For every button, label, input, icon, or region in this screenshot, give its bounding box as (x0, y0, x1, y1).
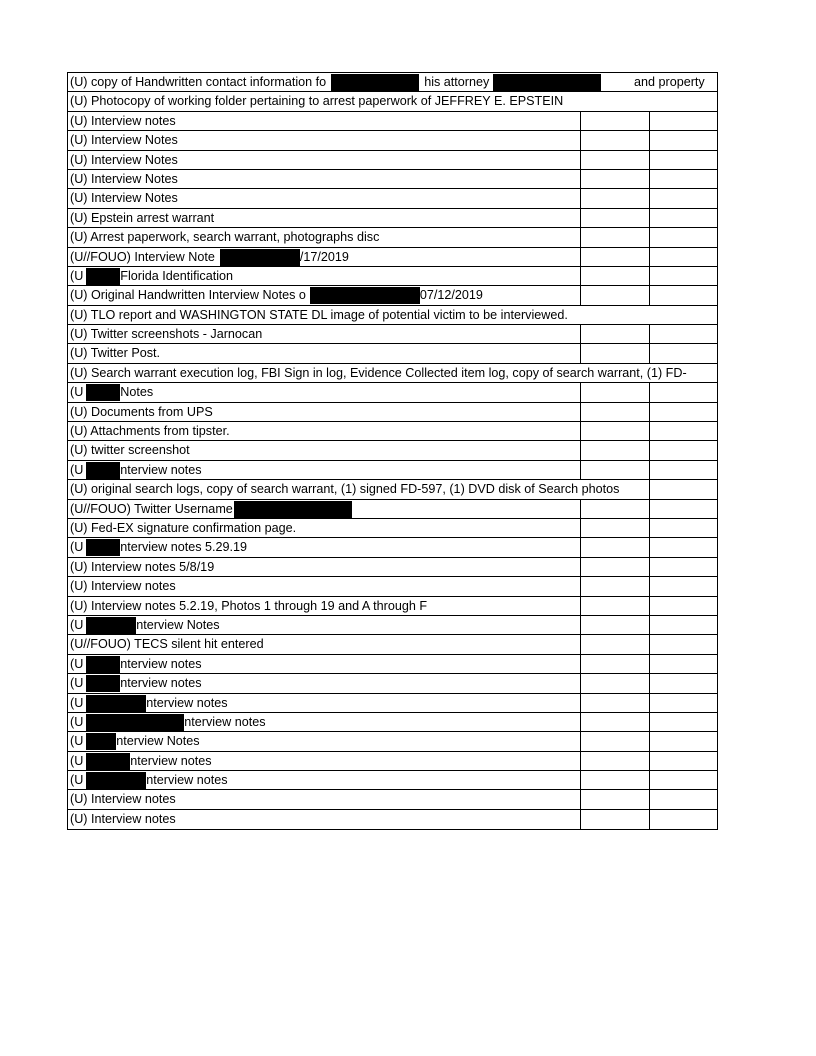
column-divider (649, 403, 650, 421)
column-divider (580, 500, 581, 518)
table-row (68, 267, 717, 286)
column-divider (580, 170, 581, 188)
table-row (68, 306, 717, 325)
row-text-part: (U//FOUO) Interview Note (70, 249, 215, 264)
row-text: (U) Interview Notes (70, 171, 178, 186)
row-text-part: nterview notes (146, 695, 228, 710)
row-text-part: (U//FOUO) Twitter Username (70, 501, 233, 516)
row-text: (U) Interview notes (70, 811, 176, 826)
redaction-block (86, 656, 120, 673)
row-text: (U) Interview Notes (70, 191, 178, 206)
row-text-part: (U (70, 268, 84, 283)
column-divider (649, 577, 650, 595)
table-row (68, 325, 717, 344)
row-text (70, 713, 266, 731)
row-text-part: Florida Identification (120, 268, 234, 283)
table-row (68, 500, 717, 519)
table-row (68, 771, 717, 790)
column-divider (649, 538, 650, 556)
row-text: (U) Epstein arrest warrant (70, 210, 215, 225)
column-divider (580, 713, 581, 731)
row-text-part: (U (70, 753, 84, 768)
column-divider (649, 519, 650, 537)
row-text (70, 286, 483, 304)
column-divider (580, 616, 581, 634)
table-row (68, 480, 717, 499)
column-divider (649, 383, 650, 401)
row-text (70, 771, 228, 789)
row-text-part: (U (70, 656, 84, 671)
row-text (70, 500, 352, 519)
column-divider (649, 752, 650, 770)
row-text-part: (U (70, 676, 84, 691)
redaction-block (220, 249, 300, 266)
column-divider (649, 267, 650, 285)
redaction-block (86, 714, 184, 731)
row-text-part: (U (70, 695, 84, 710)
table-row (68, 383, 717, 402)
row-text-part: nterview Notes (136, 617, 220, 632)
row-text-part: (U) copy of Handwritten contact information fo (70, 75, 327, 89)
column-divider (580, 674, 581, 692)
row-text (70, 248, 349, 266)
row-text-right: and property (634, 75, 705, 89)
column-divider (580, 189, 581, 207)
redaction-block (310, 287, 420, 304)
table-row (68, 441, 717, 460)
row-text: (U) Twitter Post. (70, 346, 161, 361)
column-divider (649, 500, 650, 518)
row-text (70, 538, 247, 556)
column-divider (580, 597, 581, 615)
row-text-part: nterview notes (146, 773, 228, 788)
column-divider (580, 267, 581, 285)
row-text-part: nterview notes 5.29.19 (120, 540, 248, 555)
row-text: (U) Arrest paperwork, search warrant, photographs disc (70, 230, 380, 245)
table-row (68, 655, 717, 674)
redaction-block (86, 268, 120, 285)
column-divider (580, 286, 581, 304)
row-text: (U) Interview notes 5/8/19 (70, 559, 215, 574)
evidence-table (67, 72, 718, 830)
column-divider (580, 519, 581, 537)
redaction-block (86, 753, 130, 770)
row-text-part: nterview notes (120, 676, 202, 691)
table-row (68, 73, 717, 92)
column-divider (649, 170, 650, 188)
row-text-part: (U) Original Handwritten Interview Notes o (70, 288, 306, 303)
table-row (68, 694, 717, 713)
column-divider (649, 441, 650, 459)
row-text-part: 07/12/2019 (419, 288, 483, 303)
column-divider (649, 286, 650, 304)
row-text-part: nterview notes (120, 656, 202, 671)
column-divider (649, 344, 650, 362)
row-text: (U) Interview notes (70, 792, 176, 807)
table-row (68, 170, 717, 189)
redaction-block (86, 617, 136, 634)
table-row (68, 422, 717, 441)
row-text (70, 73, 601, 91)
table-row (68, 364, 717, 383)
table-row (68, 131, 717, 150)
column-divider (580, 771, 581, 789)
table-row (68, 577, 717, 596)
column-divider (649, 558, 650, 576)
table-row (68, 713, 717, 732)
column-divider (580, 422, 581, 440)
column-divider (649, 131, 650, 149)
column-divider (580, 344, 581, 362)
column-divider (649, 422, 650, 440)
table-row (68, 344, 717, 363)
table-row (68, 616, 717, 635)
redaction-block (86, 772, 146, 789)
row-text-part: (U (70, 714, 84, 729)
row-text (70, 383, 153, 401)
column-divider (649, 461, 650, 479)
column-divider (649, 810, 650, 829)
column-divider (580, 383, 581, 401)
row-text: (U) Interview notes (70, 113, 176, 128)
column-divider (580, 151, 581, 169)
table-row (68, 228, 717, 247)
row-text (70, 752, 212, 770)
column-divider (649, 597, 650, 615)
row-text-part: nterview Notes (116, 734, 200, 749)
table-row (68, 248, 717, 267)
table-row (68, 286, 717, 305)
column-divider (580, 810, 581, 829)
row-text: (U) Documents from UPS (70, 404, 213, 419)
row-text (70, 267, 233, 285)
column-divider (649, 248, 650, 266)
table-row (68, 597, 717, 616)
table-row (68, 461, 717, 480)
row-text-part: his attorney (424, 75, 490, 89)
column-divider (580, 790, 581, 808)
column-divider (580, 577, 581, 595)
redaction-block (234, 501, 352, 519)
column-divider (580, 558, 581, 576)
table-row (68, 151, 717, 170)
column-divider (649, 635, 650, 653)
row-text-part: nterview notes (120, 462, 202, 477)
table-row (68, 732, 717, 751)
column-divider (580, 441, 581, 459)
row-text (70, 674, 202, 692)
row-text-part: (U (70, 617, 84, 632)
redaction-block (493, 74, 601, 91)
column-divider (580, 131, 581, 149)
redaction-block (86, 462, 120, 479)
column-divider (649, 674, 650, 692)
row-text-part: nterview notes (130, 753, 212, 768)
column-divider (649, 480, 650, 498)
row-text (70, 732, 200, 750)
column-divider (649, 616, 650, 634)
column-divider (580, 752, 581, 770)
row-text: (U) Interview Notes (70, 133, 178, 148)
redaction-block (86, 384, 120, 401)
row-text: (U) Interview notes (70, 579, 176, 594)
row-text (70, 616, 220, 634)
row-text: (U) Twitter screenshots - Jarnocan (70, 327, 263, 342)
redaction-block (331, 74, 419, 91)
row-text-part: Notes (120, 385, 154, 400)
row-text: (U) Fed-EX signature confirmation page. (70, 520, 297, 535)
column-divider (649, 189, 650, 207)
row-text (70, 461, 202, 479)
row-text: (U) Interview Notes (70, 152, 178, 167)
redaction-block (86, 539, 120, 556)
column-divider (649, 325, 650, 343)
table-row (68, 92, 717, 111)
row-text: (U) Photocopy of working folder pertaining to arrest paperwork of JEFFREY E. EPSTEIN (70, 94, 564, 109)
column-divider (580, 209, 581, 227)
column-divider (580, 635, 581, 653)
column-divider (580, 538, 581, 556)
row-text-part: (U (70, 540, 84, 555)
column-divider (649, 790, 650, 808)
table-row (68, 112, 717, 131)
column-divider (649, 209, 650, 227)
row-text: (U//FOUO) TECS silent hit entered (70, 637, 264, 652)
column-divider (580, 732, 581, 750)
table-row (68, 189, 717, 208)
row-text-part: /17/2019 (299, 249, 349, 264)
column-divider (580, 403, 581, 421)
table-row (68, 403, 717, 422)
table-row (68, 674, 717, 693)
column-divider (649, 732, 650, 750)
row-text: (U) original search logs, copy of search warrant, (1) signed FD-597, (1) DVD disk of Search photos (70, 482, 620, 497)
table-row (68, 810, 717, 829)
table-row (68, 752, 717, 771)
row-text: (U) Attachments from tipster. (70, 424, 230, 439)
column-divider (649, 694, 650, 712)
table-row (68, 538, 717, 557)
row-text: (U) twitter screenshot (70, 443, 190, 458)
table-row (68, 635, 717, 654)
column-divider (649, 655, 650, 673)
row-text-part: (U (70, 734, 84, 749)
table-row (68, 558, 717, 577)
column-divider (580, 248, 581, 266)
redaction-block (86, 695, 146, 712)
table-row (68, 519, 717, 538)
row-text-part: nterview notes (184, 714, 266, 729)
column-divider (580, 655, 581, 673)
row-text: (U) TLO report and WASHINGTON STATE DL image of potential victim to be interviewed. (70, 307, 568, 322)
row-text-part: (U (70, 773, 84, 788)
row-text: (U) Search warrant execution log, FBI Sign in log, Evidence Collected item log, copy of search warrant, (1) FD- (70, 365, 687, 380)
redaction-block (86, 675, 120, 692)
row-text: (U) Interview notes 5.2.19, Photos 1 through 19 and A through F (70, 598, 428, 613)
row-text (70, 655, 202, 673)
column-divider (580, 228, 581, 246)
column-divider (580, 694, 581, 712)
column-divider (649, 713, 650, 731)
column-divider (580, 461, 581, 479)
row-text-part: (U (70, 385, 84, 400)
column-divider (649, 151, 650, 169)
column-divider (649, 112, 650, 130)
column-divider (649, 771, 650, 789)
column-divider (580, 325, 581, 343)
column-divider (580, 112, 581, 130)
table-row (68, 209, 717, 228)
table-row (68, 790, 717, 809)
column-divider (649, 228, 650, 246)
row-text-part: (U (70, 462, 84, 477)
redaction-block (86, 733, 116, 750)
row-text (70, 694, 228, 712)
